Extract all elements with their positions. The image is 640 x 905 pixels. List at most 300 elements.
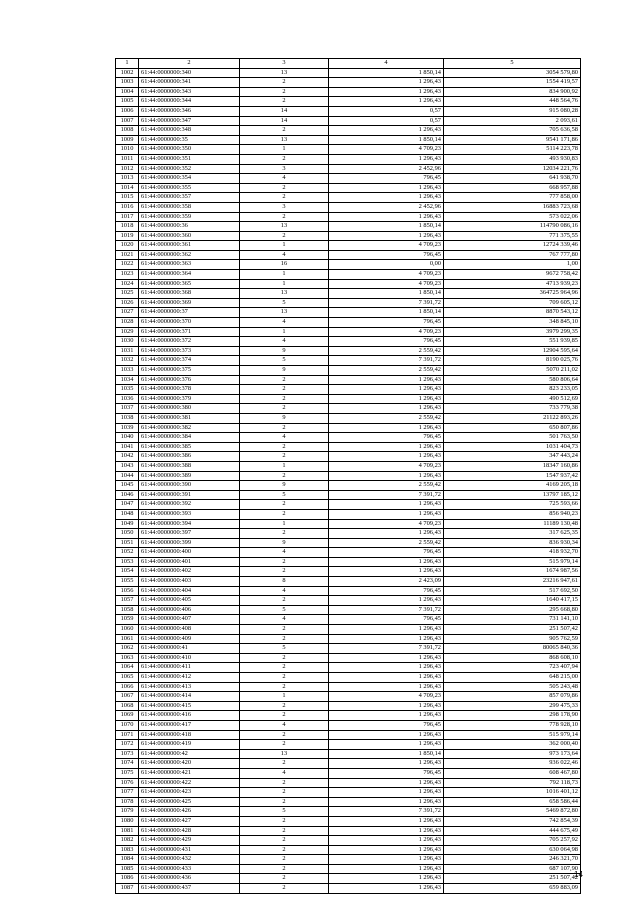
row-number-cell: 1041: [116, 442, 139, 452]
cadastral-number-cell: 61:44:0000000:429: [139, 836, 240, 846]
cadastral-number-cell: 61:44:0000000:399: [139, 538, 240, 548]
group-cell: 2: [240, 404, 329, 414]
group-cell: 1: [240, 461, 329, 471]
specific-value-cell: 2 423,09: [329, 577, 444, 587]
table-row: [116, 250, 581, 260]
specific-value-cell: 4 709,23: [329, 692, 444, 702]
row-number-cell: 1056: [116, 586, 139, 596]
cadastral-number-cell: 61:44:0000000:373: [139, 346, 240, 356]
cadastral-number-cell: 61:44:0000000:348: [139, 126, 240, 136]
row-number-cell: 1064: [116, 663, 139, 673]
cadastral-value-cell: 709 605,12: [444, 298, 581, 308]
row-number-cell: 1052: [116, 548, 139, 558]
cadastral-number-cell: 61:44:0000000:354: [139, 174, 240, 184]
cadastral-number-cell: 61:44:0000000:351: [139, 154, 240, 164]
specific-value-cell: 4 709,23: [329, 279, 444, 289]
specific-value-cell: 796,45: [329, 174, 444, 184]
cadastral-value-cell: 742 854,39: [444, 816, 581, 826]
table-row: [116, 135, 581, 145]
specific-value-cell: 1 296,43: [329, 193, 444, 203]
cadastral-number-cell: 61:44:0000000:413: [139, 682, 240, 692]
group-cell: 13: [240, 289, 329, 299]
table-row: [116, 596, 581, 606]
cadastral-value-cell: 4169 205,18: [444, 481, 581, 491]
table-row: [116, 692, 581, 702]
cadastral-value-cell: 630 064,98: [444, 845, 581, 855]
row-number-cell: 1047: [116, 500, 139, 510]
table-row: [116, 874, 581, 884]
cadastral-value-cell: 9672 758,42: [444, 270, 581, 280]
group-cell: 2: [240, 701, 329, 711]
row-number-cell: 1050: [116, 529, 139, 539]
table-row: [116, 816, 581, 826]
specific-value-cell: 1 296,43: [329, 394, 444, 404]
table-row: [116, 106, 581, 116]
specific-value-cell: 796,45: [329, 548, 444, 558]
cadastral-value-cell: 11189 130,48: [444, 519, 581, 529]
cadastral-value-cell: 493 930,83: [444, 154, 581, 164]
row-number-cell: 1078: [116, 797, 139, 807]
group-cell: 2: [240, 653, 329, 663]
cadastral-number-cell: 61:44:0000000:379: [139, 394, 240, 404]
table-row: [116, 394, 581, 404]
specific-value-cell: 1 296,43: [329, 509, 444, 519]
row-number-cell: 1008: [116, 126, 139, 136]
cadastral-value-cell: 295 668,80: [444, 605, 581, 615]
table-row: [116, 759, 581, 769]
row-number-cell: 1029: [116, 327, 139, 337]
row-number-cell: 1048: [116, 509, 139, 519]
cadastral-number-cell: 61:44:0000000:423: [139, 788, 240, 798]
table-row: [116, 298, 581, 308]
specific-value-cell: 1 850,14: [329, 222, 444, 232]
group-cell: 1: [240, 327, 329, 337]
table-row: [116, 778, 581, 788]
group-cell: 2: [240, 816, 329, 826]
group-cell: 9: [240, 346, 329, 356]
cadastral-value-cell: 687 107,90: [444, 864, 581, 874]
specific-value-cell: 1 850,14: [329, 289, 444, 299]
cadastral-number-cell: 61:44:0000000:401: [139, 557, 240, 567]
table-row: [116, 308, 581, 318]
specific-value-cell: 1 296,43: [329, 864, 444, 874]
specific-value-cell: 796,45: [329, 433, 444, 443]
cadastral-number-cell: 61:44:0000000:400: [139, 548, 240, 558]
cadastral-value-cell: 857 079,86: [444, 692, 581, 702]
cadastral-value-cell: 1674 987,56: [444, 567, 581, 577]
cadastral-number-cell: 61:44:0000000:361: [139, 241, 240, 251]
cadastral-number-cell: 61:44:0000000:35: [139, 135, 240, 145]
group-cell: 2: [240, 183, 329, 193]
group-cell: 4: [240, 433, 329, 443]
cadastral-number-cell: 61:44:0000000:412: [139, 673, 240, 683]
cadastral-value-cell: 777 858,00: [444, 193, 581, 203]
column-number-3: 3: [240, 59, 329, 69]
cadastral-value-cell: 731 141,10: [444, 615, 581, 625]
specific-value-cell: 1 850,14: [329, 749, 444, 759]
specific-value-cell: 796,45: [329, 250, 444, 260]
group-cell: 16: [240, 260, 329, 270]
table-row: [116, 174, 581, 184]
row-number-cell: 1042: [116, 452, 139, 462]
cadastral-value-cell: 515 979,14: [444, 557, 581, 567]
group-cell: 2: [240, 788, 329, 798]
cadastral-value-cell: 905 762,59: [444, 634, 581, 644]
cadastral-value-cell: 1016 401,12: [444, 788, 581, 798]
table-row: [116, 471, 581, 481]
group-cell: 14: [240, 116, 329, 126]
cadastral-value-cell: 515 979,14: [444, 730, 581, 740]
cadastral-number-cell: 61:44:0000000:357: [139, 193, 240, 203]
cadastral-number-cell: 61:44:0000000:378: [139, 385, 240, 395]
table-row: [116, 586, 581, 596]
table-row: [116, 279, 581, 289]
group-cell: 2: [240, 529, 329, 539]
column-number-row: [116, 59, 581, 69]
cadastral-value-cell: 444 675,49: [444, 826, 581, 836]
group-cell: 2: [240, 711, 329, 721]
table-row: [116, 653, 581, 663]
group-cell: 2: [240, 385, 329, 395]
specific-value-cell: 1 296,43: [329, 471, 444, 481]
cadastral-value-cell: 317 625,35: [444, 529, 581, 539]
cadastral-value-cell: 778 928,10: [444, 720, 581, 730]
specific-value-cell: 4 709,23: [329, 241, 444, 251]
group-cell: 3: [240, 164, 329, 174]
group-cell: 4: [240, 720, 329, 730]
cadastral-value-cell: 362 000,40: [444, 740, 581, 750]
group-cell: 4: [240, 174, 329, 184]
cadastral-number-cell: 61:44:0000000:340: [139, 68, 240, 78]
group-cell: 9: [240, 413, 329, 423]
specific-value-cell: 2 452,96: [329, 164, 444, 174]
specific-value-cell: 1 296,43: [329, 529, 444, 539]
cadastral-value-cell: 501 763,50: [444, 433, 581, 443]
table-row: [116, 720, 581, 730]
row-number-cell: 1066: [116, 682, 139, 692]
group-cell: 5: [240, 356, 329, 366]
specific-value-cell: 1 296,43: [329, 797, 444, 807]
column-number-1: 1: [116, 59, 139, 69]
cadastral-value-cell: 823 233,05: [444, 385, 581, 395]
row-number-cell: 1087: [116, 884, 139, 894]
group-cell: 2: [240, 625, 329, 635]
specific-value-cell: 7 391,72: [329, 298, 444, 308]
specific-value-cell: 1 296,43: [329, 596, 444, 606]
cadastral-value-cell: 868 608,10: [444, 653, 581, 663]
cadastral-number-cell: 61:44:0000000:360: [139, 231, 240, 241]
table-row: [116, 855, 581, 865]
cadastral-number-cell: 61:44:0000000:403: [139, 577, 240, 587]
specific-value-cell: 4 709,23: [329, 519, 444, 529]
cadastral-number-cell: 61:44:0000000:384: [139, 433, 240, 443]
cadastral-value-cell: 505 243,48: [444, 682, 581, 692]
table-row: [116, 740, 581, 750]
cadastral-value-cell: 836 930,34: [444, 538, 581, 548]
table-row: [116, 529, 581, 539]
row-number-cell: 1017: [116, 212, 139, 222]
cadastral-value-cell: 5114 223,78: [444, 145, 581, 155]
specific-value-cell: 7 391,72: [329, 490, 444, 500]
cadastral-number-cell: 61:44:0000000:417: [139, 720, 240, 730]
table-row: [116, 663, 581, 673]
cadastral-value-cell: 580 806,64: [444, 375, 581, 385]
table-row: [116, 884, 581, 894]
cadastral-value-cell: 733 779,38: [444, 404, 581, 414]
row-number-cell: 1085: [116, 864, 139, 874]
row-number-cell: 1077: [116, 788, 139, 798]
cadastral-value-cell: 299 475,33: [444, 701, 581, 711]
group-cell: 4: [240, 768, 329, 778]
cadastral-number-cell: 61:44:0000000:350: [139, 145, 240, 155]
row-number-cell: 1013: [116, 174, 139, 184]
specific-value-cell: 1 850,14: [329, 308, 444, 318]
group-cell: 5: [240, 644, 329, 654]
table-row: [116, 634, 581, 644]
cadastral-value-cell: 3054 579,80: [444, 68, 581, 78]
cadastral-number-cell: 61:44:0000000:392: [139, 500, 240, 510]
table-row: [116, 605, 581, 615]
row-number-cell: 1080: [116, 816, 139, 826]
cadastral-number-cell: 61:44:0000000:42: [139, 749, 240, 759]
cadastral-number-cell: 61:44:0000000:347: [139, 116, 240, 126]
table-row: [116, 289, 581, 299]
group-cell: 9: [240, 481, 329, 491]
cadastral-value-cell: 418 932,70: [444, 548, 581, 558]
table-row: [116, 164, 581, 174]
cadastral-number-cell: 61:44:0000000:382: [139, 423, 240, 433]
specific-value-cell: 1 296,43: [329, 442, 444, 452]
row-number-cell: 1069: [116, 711, 139, 721]
row-number-cell: 1058: [116, 605, 139, 615]
cadastral-number-cell: 61:44:0000000:427: [139, 816, 240, 826]
table-row: [116, 87, 581, 97]
row-number-cell: 1016: [116, 202, 139, 212]
row-number-cell: 1074: [116, 759, 139, 769]
table-row: [116, 318, 581, 328]
row-number-cell: 1081: [116, 826, 139, 836]
group-cell: 14: [240, 106, 329, 116]
group-cell: 2: [240, 874, 329, 884]
cadastral-number-cell: 61:44:0000000:437: [139, 884, 240, 894]
cadastral-number-cell: 61:44:0000000:425: [139, 797, 240, 807]
specific-value-cell: 0,57: [329, 106, 444, 116]
specific-value-cell: 1 296,43: [329, 634, 444, 644]
cadastral-value-cell: 1554 419,57: [444, 78, 581, 88]
table-row: [116, 385, 581, 395]
row-number-cell: 1019: [116, 231, 139, 241]
cadastral-number-cell: 61:44:0000000:359: [139, 212, 240, 222]
cadastral-number-cell: 61:44:0000000:420: [139, 759, 240, 769]
cadastral-number-cell: 61:44:0000000:344: [139, 97, 240, 107]
cadastral-value-cell: 767 777,80: [444, 250, 581, 260]
cadastral-number-cell: 61:44:0000000:402: [139, 567, 240, 577]
table-row: [116, 836, 581, 846]
table-row: [116, 452, 581, 462]
row-number-cell: 1022: [116, 260, 139, 270]
group-cell: 2: [240, 557, 329, 567]
table-row: [116, 625, 581, 635]
cadastral-number-cell: 61:44:0000000:409: [139, 634, 240, 644]
cadastral-value-cell: 251 507,42: [444, 874, 581, 884]
cadastral-value-cell: 1,00: [444, 260, 581, 270]
table-row: [116, 202, 581, 212]
cadastral-number-cell: 61:44:0000000:370: [139, 318, 240, 328]
specific-value-cell: 1 296,43: [329, 183, 444, 193]
row-number-cell: 1025: [116, 289, 139, 299]
row-number-cell: 1076: [116, 778, 139, 788]
cadastral-number-cell: 61:44:0000000:41: [139, 644, 240, 654]
cadastral-value-cell: 9541 171,86: [444, 135, 581, 145]
cadastral-value-cell: 2 093,61: [444, 116, 581, 126]
cadastral-number-cell: 61:44:0000000:371: [139, 327, 240, 337]
specific-value-cell: 4 709,23: [329, 327, 444, 337]
group-cell: 2: [240, 884, 329, 894]
specific-value-cell: 796,45: [329, 615, 444, 625]
row-number-cell: 1044: [116, 471, 139, 481]
specific-value-cell: 2 559,42: [329, 538, 444, 548]
group-cell: 13: [240, 308, 329, 318]
cadastral-value-cell: 80065 840,36: [444, 644, 581, 654]
cadastral-value-cell: 348 845,10: [444, 318, 581, 328]
row-number-cell: 1070: [116, 720, 139, 730]
row-number-cell: 1033: [116, 366, 139, 376]
row-number-cell: 1023: [116, 270, 139, 280]
group-cell: 4: [240, 318, 329, 328]
row-number-cell: 1073: [116, 749, 139, 759]
row-number-cell: 1018: [116, 222, 139, 232]
cadastral-value-cell: 23216 947,61: [444, 577, 581, 587]
specific-value-cell: 1 296,43: [329, 673, 444, 683]
group-cell: 2: [240, 826, 329, 836]
group-cell: 1: [240, 145, 329, 155]
row-number-cell: 1079: [116, 807, 139, 817]
specific-value-cell: 1 296,43: [329, 212, 444, 222]
data-sheet: [115, 58, 578, 894]
group-cell: 1: [240, 241, 329, 251]
row-number-cell: 1026: [116, 298, 139, 308]
group-cell: 2: [240, 864, 329, 874]
cadastral-value-cell: 705 636,58: [444, 126, 581, 136]
table-row: [116, 768, 581, 778]
specific-value-cell: 1 296,43: [329, 759, 444, 769]
row-number-cell: 1061: [116, 634, 139, 644]
cadastral-value-cell: 668 957,88: [444, 183, 581, 193]
group-cell: 4: [240, 615, 329, 625]
cadastral-value-cell: 8190 025,76: [444, 356, 581, 366]
cadastral-number-cell: 61:44:0000000:415: [139, 701, 240, 711]
column-number-5: 5: [444, 59, 581, 69]
group-cell: 2: [240, 126, 329, 136]
specific-value-cell: 1 296,43: [329, 423, 444, 433]
table-row: [116, 730, 581, 740]
specific-value-cell: 796,45: [329, 318, 444, 328]
specific-value-cell: 1 296,43: [329, 845, 444, 855]
table-row: [116, 682, 581, 692]
page-number: 14: [574, 870, 583, 879]
table-row: [116, 231, 581, 241]
specific-value-cell: 1 296,43: [329, 452, 444, 462]
table-row: [116, 366, 581, 376]
cadastral-number-cell: 61:44:0000000:410: [139, 653, 240, 663]
table-row: [116, 490, 581, 500]
row-number-cell: 1038: [116, 413, 139, 423]
group-cell: 2: [240, 471, 329, 481]
cadastral-value-cell: 834 900,92: [444, 87, 581, 97]
table-row: [116, 826, 581, 836]
group-cell: 2: [240, 193, 329, 203]
cadastral-number-cell: 61:44:0000000:432: [139, 855, 240, 865]
table-row: [116, 270, 581, 280]
specific-value-cell: 0,00: [329, 260, 444, 270]
specific-value-cell: 1 296,43: [329, 730, 444, 740]
cadastral-value-cell: 608 467,80: [444, 768, 581, 778]
cadastral-value-cell: 21122 893,26: [444, 413, 581, 423]
cadastral-value-cell: 650 807,86: [444, 423, 581, 433]
row-number-cell: 1024: [116, 279, 139, 289]
row-number-cell: 1011: [116, 154, 139, 164]
group-cell: 2: [240, 87, 329, 97]
cadastral-number-cell: 61:44:0000000:418: [139, 730, 240, 740]
cadastral-value-cell: 448 564,76: [444, 97, 581, 107]
row-number-cell: 1059: [116, 615, 139, 625]
group-cell: 1: [240, 692, 329, 702]
cadastral-value-cell: 1031 404,73: [444, 442, 581, 452]
table-row: [116, 356, 581, 366]
cadastral-number-cell: 61:44:0000000:365: [139, 279, 240, 289]
row-number-cell: 1002: [116, 68, 139, 78]
row-number-cell: 1067: [116, 692, 139, 702]
row-number-cell: 1057: [116, 596, 139, 606]
group-cell: 4: [240, 586, 329, 596]
row-number-cell: 1035: [116, 385, 139, 395]
cadastral-number-cell: 61:44:0000000:380: [139, 404, 240, 414]
cadastral-value-cell: 8870 543,12: [444, 308, 581, 318]
cadastral-value-cell: 725 593,66: [444, 500, 581, 510]
cadastral-number-cell: 61:44:0000000:433: [139, 864, 240, 874]
table-row: [116, 375, 581, 385]
specific-value-cell: 1 296,43: [329, 500, 444, 510]
cadastral-value-cell: 573 022,06: [444, 212, 581, 222]
cadastral-value-cell: 364725 964,96: [444, 289, 581, 299]
specific-value-cell: 1 296,43: [329, 816, 444, 826]
specific-value-cell: 1 296,43: [329, 126, 444, 136]
group-cell: 2: [240, 778, 329, 788]
table-row: [116, 193, 581, 203]
specific-value-cell: 1 296,43: [329, 711, 444, 721]
table-row: [116, 212, 581, 222]
specific-value-cell: 1 296,43: [329, 884, 444, 894]
cadastral-number-cell: 61:44:0000000:369: [139, 298, 240, 308]
row-number-cell: 1046: [116, 490, 139, 500]
specific-value-cell: 1 296,43: [329, 701, 444, 711]
specific-value-cell: 1 296,43: [329, 87, 444, 97]
specific-value-cell: 1 296,43: [329, 557, 444, 567]
cadastral-value-cell: 648 215,00: [444, 673, 581, 683]
group-cell: 5: [240, 605, 329, 615]
table-row: [116, 154, 581, 164]
row-number-cell: 1068: [116, 701, 139, 711]
table-row: [116, 260, 581, 270]
group-cell: 9: [240, 538, 329, 548]
table-row: [116, 548, 581, 558]
table-row: [116, 864, 581, 874]
group-cell: 4: [240, 250, 329, 260]
specific-value-cell: 796,45: [329, 720, 444, 730]
table-row: [116, 711, 581, 721]
row-number-cell: 1063: [116, 653, 139, 663]
table-row: [116, 481, 581, 491]
